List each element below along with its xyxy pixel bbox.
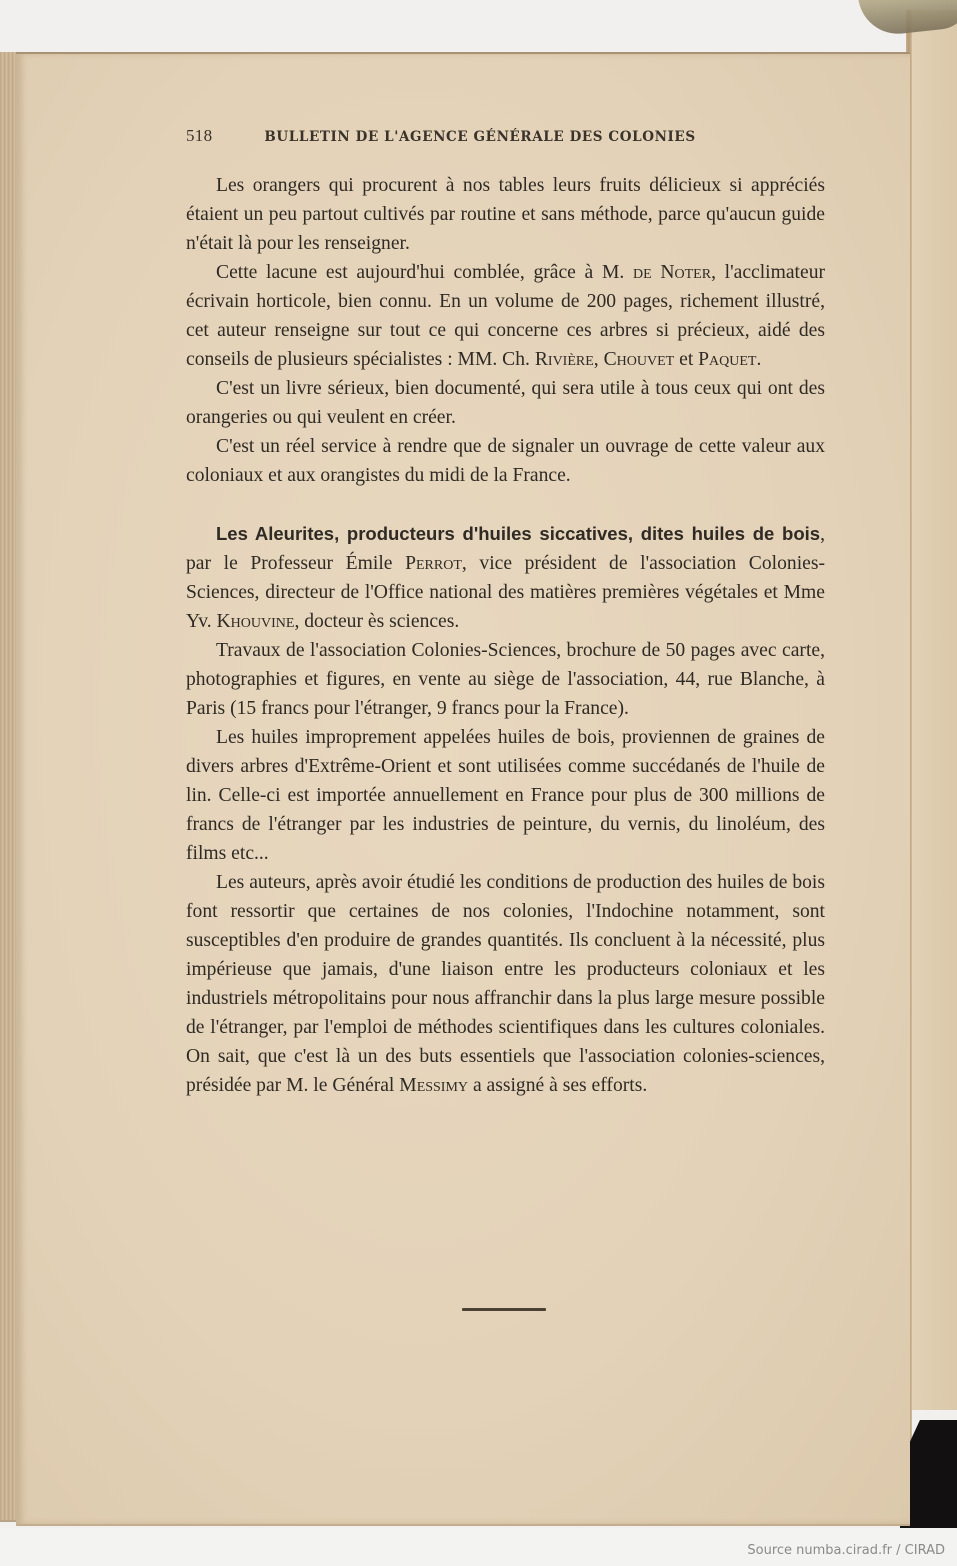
running-title: BULLETIN DE L'AGENCE GÉNÉRALE DES COLONIES	[264, 129, 696, 145]
paragraph-text: Les huiles improprement appelées huiles de bois, proviennen de graines de divers arbres d'Extrême-Orient et sont utilisées comme succédanés de l'huile de lin. Celle-ci est importée annuellement en France pour plus de 300 millions de francs de l'étranger par les industries de peinture, du vernis, du linoléum, des films etc...	[186, 727, 825, 864]
facing-page-edge	[912, 10, 957, 1410]
author-name: de Noter	[632, 262, 712, 283]
paragraph	[186, 432, 825, 490]
paragraph	[186, 171, 825, 258]
book-title: Les Aleurites, producteurs d'huiles siccatives, dites huiles de bois	[216, 523, 821, 544]
paragraph	[186, 723, 825, 868]
paragraph-text: et	[674, 349, 699, 370]
paragraph-text: .	[756, 349, 762, 370]
paragraph-text: ,	[593, 349, 604, 370]
review-heading	[186, 519, 825, 636]
paragraph-text: , l'acclimateur écrivain horticole, bien connu. En un volume de 200 pages, richement illustré, cet auteur renseigne sur tout ce qui concerne ces arbres si précieux, aidé des conseils de plusieurs spécialistes : MM. Ch.	[186, 262, 826, 370]
paragraph-text: a assigné à ses efforts.	[468, 1075, 648, 1096]
paragraph-text: , par le Professeur Émile	[186, 524, 825, 574]
author-name: Khouvine	[216, 611, 295, 632]
author-name: Chouvet	[603, 349, 675, 370]
paragraph-text: , vice président de l'association Colonies-Sciences, directeur de l'Office national des matières premières végétales et Mme Yv.	[186, 553, 825, 632]
author-name: Paquet	[698, 349, 757, 370]
section-divider	[462, 1308, 546, 1311]
page-body	[186, 171, 825, 1100]
source-credit: Source numba.cirad.fr / CIRAD	[747, 1543, 945, 1558]
paragraph	[186, 258, 825, 374]
author-name: Rivière	[534, 349, 594, 370]
paragraph-text: Les orangers qui procurent à nos tables leurs fruits délicieux si appréciés étaient un peu partout cultivés par routine et sans méthode, parce qu'aucun guide n'était là pour les renseigner.	[186, 175, 825, 254]
author-name: Perrot	[405, 553, 462, 574]
paragraph-text: Cette lacune est aujourd'hui comblée, grâce à M.	[216, 262, 633, 283]
page-number: 518	[186, 126, 213, 145]
paragraph	[186, 374, 825, 432]
paragraph	[186, 868, 825, 1100]
paragraph-text: Travaux de l'association Colonies-Sciences, brochure de 50 pages avec carte, photographies et figures, en vente au siège de l'association, 44, rue Blanche, à Paris (15 francs pour l'étranger, 9 francs pour la France).	[186, 640, 825, 719]
paragraph-text: , docteur ès sciences.	[294, 611, 460, 632]
running-head	[186, 126, 746, 146]
paragraph	[186, 636, 825, 723]
paragraph-text: Les auteurs, après avoir étudié les conditions de production des huiles de bois font ressortir que certaines de nos colonies, l'Indochine notamment, sont susceptibles d'en produire de grandes quantités. Ils concluent à la nécessité, plus impérieuse que jamais, d'une liaison entre les producteurs coloniaux et les industriels métropolitains pour nous affranchir dans la plus large mesure possible de l'étranger, par l'emploi de méthodes scientifiques dans les cultures coloniales. On sait, que c'est là un des buts essentiels que l'association colonies-sciences, présidée par M. le Général	[186, 872, 825, 1096]
paragraph-text: C'est un livre sérieux, bien documenté, qui sera utile à tous ceux qui ont des orangeries ou qui veulent en créer.	[186, 378, 825, 428]
paragraph-text: C'est un réel service à rendre que de signaler un ouvrage de cette valeur aux coloniaux et aux orangistes du midi de la France.	[186, 436, 825, 486]
author-name: Messimy	[399, 1075, 469, 1096]
